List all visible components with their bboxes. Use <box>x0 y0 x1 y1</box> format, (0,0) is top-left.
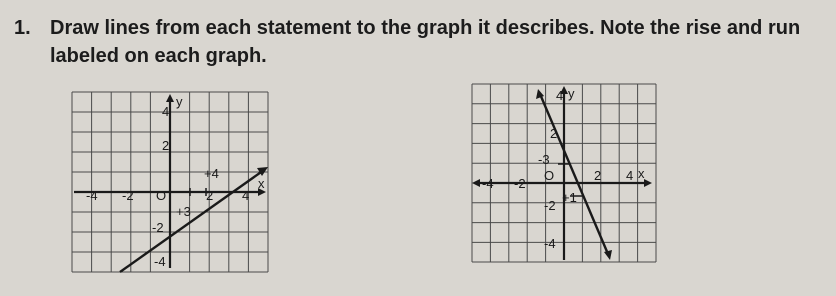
graph-left-tick-x4: 4 <box>242 188 250 203</box>
graph-right-y-label: y <box>568 86 575 101</box>
graph-right-tick-xm2: -2 <box>514 176 526 191</box>
graph-right-run-label: +1 <box>562 190 577 205</box>
graph-left-tick-xm2: -2 <box>122 188 134 203</box>
graph-right <box>472 84 656 262</box>
graph-left-tick-y2: 2 <box>162 138 170 153</box>
graph-right-tick-xm4: -4 <box>482 176 494 191</box>
graph-left-x-label: x <box>258 176 265 191</box>
graph-right-tick-y4: 4 <box>556 88 564 103</box>
problem-number: 1. <box>14 17 31 39</box>
problem-text-line-2: labeled on each graph. <box>50 45 267 67</box>
graph-right-line-arrow-top <box>536 89 544 99</box>
graph-left-tick-x2: 2 <box>206 188 214 203</box>
graph-left-origin: O <box>156 188 167 203</box>
graph-right-tick-y2: 2 <box>550 126 558 141</box>
graph-right-tick-x2: 2 <box>594 168 602 183</box>
graph-left-tick-ym2: -2 <box>152 220 164 235</box>
graph-right-tick-ym2: -2 <box>544 198 556 213</box>
problem-statement <box>14 14 824 70</box>
graph-left <box>72 92 268 272</box>
graph-left-tick-xm4: -4 <box>86 188 98 203</box>
graph-right-origin: O <box>544 168 555 183</box>
graph-right-xneg-arrow <box>472 179 480 187</box>
problem-text-line-1: Draw lines from each statement to the graph it describes. Note the rise and run <box>50 17 801 39</box>
graph-left-y-arrow <box>166 94 174 102</box>
graph-left-tick-y4: 4 <box>162 104 170 119</box>
graph-right-x-arrow <box>644 179 652 187</box>
graph-left-line <box>120 170 264 272</box>
graph-left-tick-ym4: -4 <box>154 254 166 269</box>
graph-right-x-label: x <box>638 166 645 181</box>
graph-left-run-label: +3 <box>176 204 191 219</box>
graph-left-y-label: y <box>176 94 183 109</box>
graph-right-tick-x4: 4 <box>626 168 634 183</box>
graph-left-rise-label: +4 <box>204 166 219 181</box>
graph-right-rise-label: -3 <box>538 152 550 167</box>
graph-right-line-arrow-bottom <box>604 250 612 260</box>
graph-right-tick-ym4: -4 <box>544 236 556 251</box>
